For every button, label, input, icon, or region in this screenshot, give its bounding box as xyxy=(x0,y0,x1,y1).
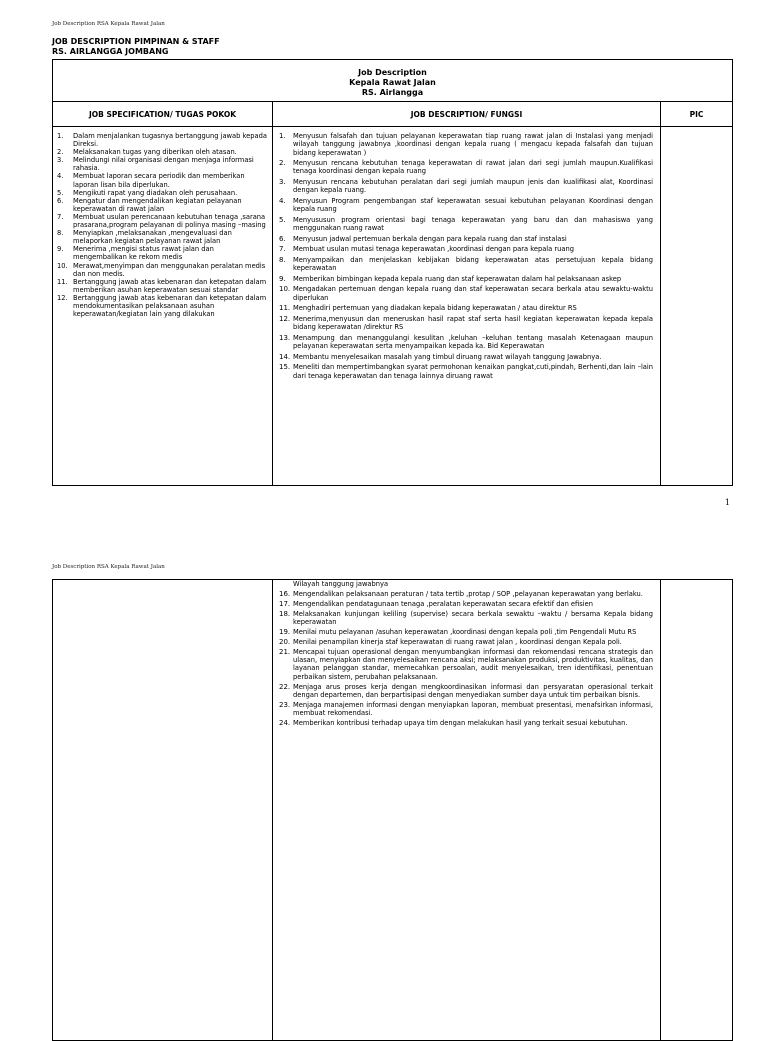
column-header-spec: JOB SPECIFICATION/ TUGAS POKOK xyxy=(53,102,273,127)
table-title xyxy=(53,60,733,102)
specification-cell-continued xyxy=(53,580,273,1041)
list-item: 9. Menerima ,mengisi status rawat jalan dan mengembalikan ke rekom medis xyxy=(57,245,214,262)
list-item: 9. Memberikan bimbingan kepada kepala ruang dan staf keperawatan dalam hal pelaksanaan askep xyxy=(279,274,622,283)
function-list-continued xyxy=(273,588,660,727)
list-item: 23. Menjaga manajemen informasi dengan menyiapkan laporan, membuat presentasi, menafsirkan informasi, membuat rekomendasi. xyxy=(279,700,653,718)
table-title-line3: RS. Airlangga xyxy=(361,88,424,97)
list-item: 18. Melaksanakan kunjungan keliling (supervise) secara berkala sewaktu –waktu / bersama Kepala bidang keperawatan xyxy=(279,609,653,627)
page-number: 1 xyxy=(724,498,730,507)
list-item: 5. Mengikuti rapat yang diadakan oleh perusahaan. xyxy=(57,188,238,197)
pic-cell xyxy=(661,127,733,486)
column-header-pic: PIC xyxy=(661,102,733,127)
list-item: 10. Mengadakan pertemuan dengan kepala ruang dan staf keperawatan secara berkala atau sewaktu-waktu diperlukan xyxy=(279,285,653,302)
list-item: 17. Mengendalikan pendatagunaan tenaga ,peralatan keperawatan secara efektif dan efisien xyxy=(279,599,593,608)
list-item: 13. Menampung dan menanggulangi kesulitan ,keluhan –keluhan tentang masalah Ketenagaan maupun pelayanan keperawatan serta menyampaikan kepada ka. Bid Keperawatan xyxy=(279,333,653,351)
list-item: 12. Bertanggung jawab atas kebenaran dan ketepatan dalam mendokumentasikan pelaksanaan asuhan keperawatan/kegiatan lain yang dilakukan xyxy=(57,293,267,319)
list-item: 5. Menyususun program orientasi bagi tenaga keperawatan yang baru dan dan mahasiswa yang menggunakan ruang rawat xyxy=(279,215,653,233)
list-item: 14. Membantu menyelesaikan masalah yang timbul diruang rawat wilayah tanggung Jawabnya. xyxy=(279,352,602,361)
list-item: 16. Mengendalikan pelaksanaan peraturan / tata tertib ,protap / SOP ,pelayanan keperawatan yang berlaku. xyxy=(279,590,643,598)
list-item: 21. Mencapai tujuan operasional dengan menyumbangkan informasi dan rekomendasi rencana strategis dan ulasan, menyiapkan dan menyelesaikan rencana aksi; melaksanakan produksi, produktivitas, kualitas, dan layanan pelanggan standar, memecahkan persoalan, audit menyelesaikan, tren identifikasi, penentuan perbaikan sistem, perubahan pelaksanaan. xyxy=(279,647,653,681)
column-header-desc: JOB DESCRIPTION/ FUNGSI xyxy=(273,102,661,127)
list-item: 19. Menilai mutu pelayanan /asuhan keperawatan ,koordinasi dengan kepala poli ,tim Pengendali Mutu RS xyxy=(279,627,637,636)
function-cell xyxy=(273,127,661,486)
running-header: Job Description RSA Kepala Rawat Jalan xyxy=(52,21,165,27)
table-title-line2: Kepala Rawat Jalan xyxy=(349,78,436,87)
list-item: 11. Bertanggung jawab atas kebenaran dan ketepatan dalam memberikan asuhan keperawatan sesuai standar xyxy=(57,277,267,294)
job-description-table xyxy=(52,59,733,486)
list-item: 3. Menyusun rencana kebutuhan peralatan dari segi jumlah maupun jenis dan kualifikasi alat, Koordinasi dengan kepala ruang. xyxy=(279,178,653,195)
list-item: 4. Membuat laporan secara periodik dan memberikan laporan lisan bila diperlukan. xyxy=(57,172,245,189)
running-header-page2: Job Description RSA Kepala Rawat Jalan xyxy=(52,564,165,570)
list-item: 2. Menyusun rencana kebutuhan tenaga keperawatan di rawat jalan dari segi jumlah maupun.Kualifikasi tenaga koordinasi dengan kepala ruang xyxy=(279,159,653,176)
list-item: 8. Menyampaikan dan menjelaskan kebijakan bidang keperawatan atas persetujuan kepala bidang keperawatan xyxy=(279,255,653,273)
continuation-text: Wilayah tanggung jawabnya xyxy=(293,580,389,588)
list-item: 2. Melaksanakan tugas yang diberikan oleh atasan. xyxy=(57,148,237,157)
list-item: 12. Menerima,menyusun dan meneruskan hasil rapat staf serta hasil kegiatan keperawatan kepada kepala bidang keperawatan /direktur RS xyxy=(279,314,653,332)
list-item: 7. Membuat usulan mutasi tenaga keperawatan ,koordinasi dengan para kepala ruang xyxy=(279,245,574,254)
table-title-line1: Job Description xyxy=(358,68,427,77)
list-item: 6. Mengatur dan mengendalikan kegiatan pelayanan keperawatan di rawat jalan xyxy=(57,196,242,213)
list-item: 11. Menghadiri pertemuan yang diadakan kepala bidang keperawatan / atau direktur RS xyxy=(279,304,577,313)
job-description-table-continued xyxy=(52,579,733,1041)
specification-list xyxy=(53,127,272,318)
document-header xyxy=(52,37,220,57)
list-item: 3. Melindungi nilai organisasi dengan menjaga informasi rahasia. xyxy=(57,156,254,173)
specification-cell xyxy=(53,127,273,486)
list-item: 8. Menyiapkan ,melaksanakan ,mengevaluasi dan melaporkan kegiatan pelayanan rawat jalan xyxy=(57,229,232,246)
list-item: 15. Meneliti dan mempertimbangkan syarat permohonan kenaikan pangkat,cuti,pindah, Berhenti,dan lain –lain dari tenaga keperawatan dan tenaga lainnya diruang rawat xyxy=(279,363,653,380)
list-item: 10. Merawat,menyimpan dan menggunakan peralatan medis dan non medis. xyxy=(57,261,266,278)
list-item: 20. Menilai penampilan kinerja staf keperawatan di ruang rawat jalan , koordinasi dengan Kepala poli. xyxy=(279,637,622,646)
list-item: 6. Menyusun jadwal pertemuan berkala dengan para kepala ruang dan staf instalasi xyxy=(279,234,567,243)
list-item: 24. Memberikan kontribusi terhadap upaya tim dengan melakukan hasil yang terkait sesuai kebutuhan. xyxy=(279,718,628,727)
list-item: 7. Membuat usulan perencanaan kebutuhan tenaga ,sarana prasarana,program pelayanan di polinya masing –masing xyxy=(57,212,266,230)
document-header-line1: JOB DESCRIPTION PIMPINAN & STAFF xyxy=(52,37,220,46)
list-item: 1. Dalam menjalankan tugasnya bertanggung jawab kepada Direksi. xyxy=(57,132,267,149)
list-item: 22. Menjaga arus proses kerja dengan mengkoordinasikan informasi dan persyaratan operasional terkait dengan departemen, dan berpartisipasi dengan menyediakan sumber daya untuk tim perbaikan bisnis. xyxy=(279,682,653,699)
pic-cell-continued xyxy=(661,580,733,1041)
document-header-line2: RS. AIRLANGGA JOMBANG xyxy=(52,47,169,56)
function-cell-continued xyxy=(273,580,661,1041)
list-item: 1. Menyusun falsafah dan tujuan pelayanan keperawatan tiap ruang rawat jalan di Instalasi yang menjadi wilayah tanggung jawabnya ,koordinasi dengan kepala ruang ( mengacu kepada falsafah dan tujuan bidang keperawatan ) xyxy=(279,132,653,157)
function-list xyxy=(273,127,660,380)
list-item: 4. Menyusun Program pengembangan staf keperawatan sesuai kebutuhan pelayanan Koordinasi dengan kepala ruang xyxy=(279,196,653,214)
